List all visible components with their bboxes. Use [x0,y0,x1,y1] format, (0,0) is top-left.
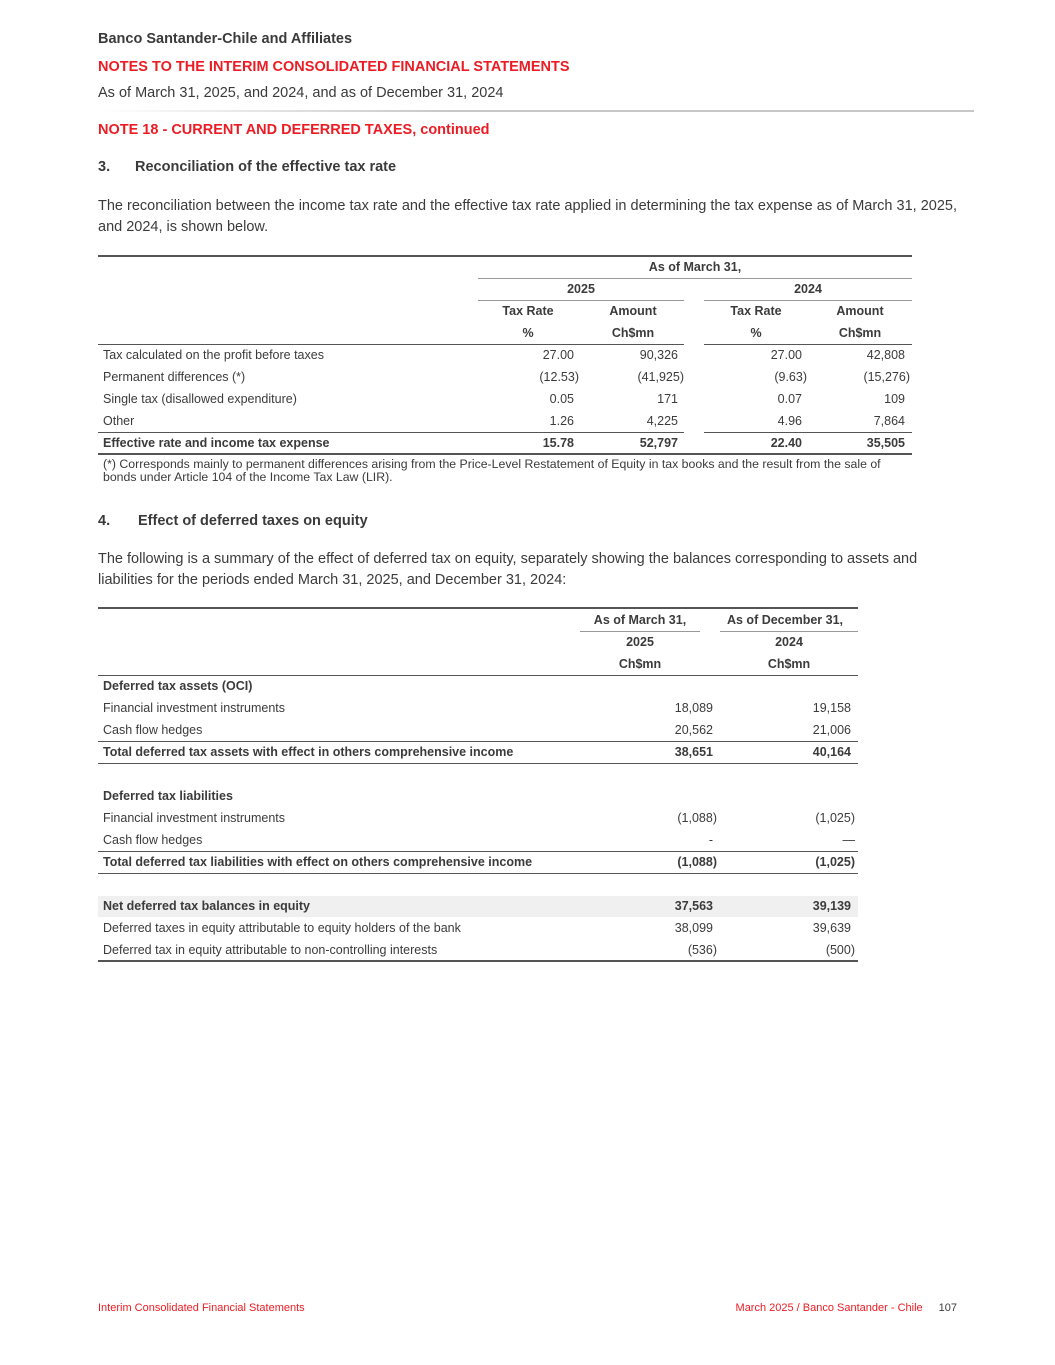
table-cell: 90,326 [639,348,678,362]
table-cell: (536) [687,943,717,957]
section-3-paragraph: The reconciliation between the income tax rate and the effective tax rate applied in determining the tax expense as of March 31, 2025, and 2024, is shown below. [98,198,957,235]
divider [98,851,858,852]
table-row-label: Financial investment instruments [103,811,286,825]
table-cell: 27.00 [542,348,574,362]
table-cell: (1,025) [815,811,855,825]
table-cell: (12.53) [539,370,579,384]
table2-unit-a: Ch$mn [618,657,662,671]
col-amount-2025: Amount [609,304,657,318]
table1-year-2024: 2024 [794,282,822,296]
table-cell: 4.96 [777,414,802,428]
net-label: Net deferred tax balances in equity [103,899,311,913]
table-cell: (9.63) [774,370,807,384]
table-total-label: Effective rate and income tax expense [103,436,330,450]
col-tax-rate-2024: Tax Rate [730,304,782,318]
table-cell: 109 [884,392,905,406]
assets-heading: Deferred tax assets (OCI) [103,679,253,693]
footer-left: Interim Consolidated Financial Statements [98,1302,305,1314]
header-divider [98,110,974,112]
table2-col-b-header: As of December 31, [726,613,844,627]
table-cell: (15,276) [863,370,910,384]
table-cell: 27.00 [770,348,802,362]
table-cell: 7,864 [873,414,905,428]
section-3-heading [98,159,396,175]
divider [478,300,684,301]
table2-unit-b: Ch$mn [767,657,811,671]
footer-right [736,1302,957,1314]
table1-footnote: (*) Corresponds mainly to permanent differences arising from the Price-Level Restatement of Equity in tax books and the result from the sale of bonds under Article 104 of the Income Tax Law (LIR). [103,457,881,484]
note-title: NOTE 18 - CURRENT AND DEFERRED TAXES, continued [98,122,490,138]
table-cell: - [708,833,713,847]
section-4-heading [98,513,368,529]
footer-right-text: March 2025 / Banco Santander - Chile [735,1302,923,1314]
table-total-cell: (1,025) [815,855,855,869]
divider [478,278,912,279]
table-row-label: Financial investment instruments [103,701,286,715]
section-3-number: 3. [98,159,111,175]
table-row-label: Permanent differences (*) [103,370,246,384]
section-4-number: 4. [98,513,111,529]
section-4-title: Effect of deferred taxes on equity [138,513,368,529]
table-cell: 39,639 [812,921,851,935]
divider [704,344,912,345]
table-row-label: Deferred tax in equity attributable to non-controlling interests [103,943,438,957]
divider [98,741,858,742]
table-cell: 0.05 [549,392,574,406]
tax-rate-reconciliation-table [98,255,912,455]
table2-col-a-header: As of March 31, [593,613,687,627]
table-cell: (41,925) [637,370,684,384]
col-tax-rate-2025: Tax Rate [502,304,554,318]
table-total-cell: 40,164 [812,745,851,759]
table-total-cell: 39,139 [812,899,851,913]
table-total-cell: 52,797 [639,436,678,450]
table-cell: — [842,833,855,847]
table-cell: 171 [657,392,678,406]
table-row-label: Other [103,414,135,428]
table-row-label: Cash flow hedges [103,833,203,847]
table-cell: 42,808 [866,348,905,362]
table1-super-header: As of March 31, [648,260,742,274]
assets-total-label: Total deferred tax assets with effect in others comprehensive income [103,745,514,759]
table-cell: 4,225 [646,414,678,428]
table-cell: 18,089 [674,701,713,715]
divider [580,631,700,632]
table-total-cell: 15.78 [542,436,574,450]
table2-year-a: 2025 [626,635,654,649]
divider [704,300,912,301]
section-4-paragraph: The following is a summary of the effect of deferred tax on equity, separately showing the balances corresponding to assets and liabilities for the periods ended March 31, 2025, and December 31, 2024: [98,551,918,588]
table-bottom-rule [98,453,912,455]
table-row-label: Cash flow hedges [103,723,203,737]
divider [98,432,684,433]
table-total-cell: (1,088) [677,855,717,869]
divider [720,631,858,632]
unit-pct-2024: % [750,326,762,340]
deferred-tax-equity-table [98,607,858,967]
table-cell: 21,006 [812,723,851,737]
unit-ch-2024: Ch$mn [838,326,882,340]
divider [98,675,858,676]
table-cell: (500) [825,943,855,957]
divider [704,432,912,433]
divider [98,873,858,874]
table-total-cell: 22.40 [770,436,802,450]
divider [98,763,858,764]
unit-ch-2025: Ch$mn [611,326,655,340]
page-number: 107 [938,1302,957,1314]
table-cell: 20,562 [674,723,713,737]
liabilities-total-label: Total deferred tax liabilities with effect on others comprehensive income [103,855,533,869]
notes-title: NOTES TO THE INTERIM CONSOLIDATED FINANCIAL STATEMENTS [98,59,570,75]
liabilities-heading: Deferred tax liabilities [103,789,233,803]
col-amount-2024: Amount [836,304,884,318]
unit-pct-2025: % [522,326,534,340]
table2-year-b: 2024 [775,635,803,649]
table-cell: 19,158 [812,701,851,715]
table-total-cell: 35,505 [866,436,905,450]
table-top-rule [98,607,858,609]
table-cell: 0.07 [777,392,802,406]
as-of-date: As of March 31, 2025, and 2024, and as of December 31, 2024 [98,85,504,101]
table-cell: (1,088) [677,811,717,825]
table-row-label: Single tax (disallowed expenditure) [103,392,297,406]
table1-year-2025: 2025 [567,282,595,296]
table-cell: 38,099 [674,921,713,935]
company-name: Banco Santander-Chile and Affiliates [98,31,353,47]
table-top-rule [98,255,912,257]
table-bottom-rule [98,960,858,962]
section-3-title: Reconciliation of the effective tax rate [135,159,397,175]
table-cell: 1.26 [549,414,574,428]
table-row-label: Tax calculated on the profit before taxes [103,348,324,362]
table-total-cell: 37,563 [674,899,713,913]
table-row-label: Deferred taxes in equity attributable to equity holders of the bank [103,921,461,935]
table-total-cell: 38,651 [674,745,713,759]
divider [98,344,684,345]
